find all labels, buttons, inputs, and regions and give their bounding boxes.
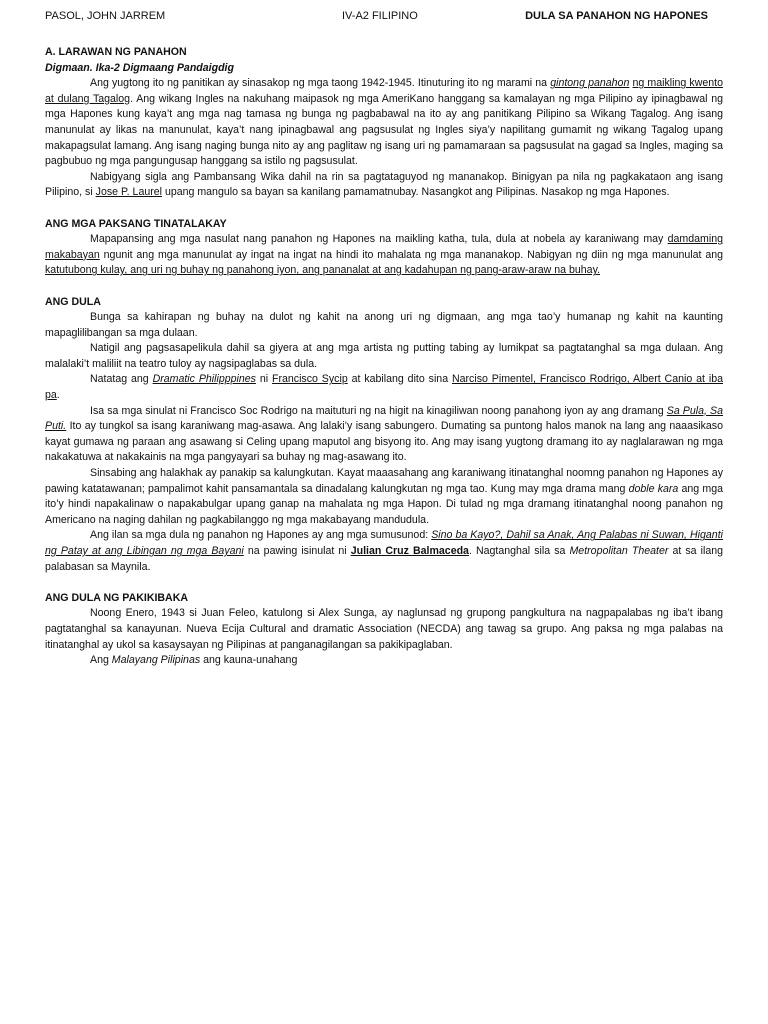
paragraph: Ang yugtong ito ng panitikan ay sinasakop ng mga taong 1942-1945. Itinuturing ito ng marami na gintong panahon ng maikling kwento at dulang Tagalog. Ang wikang Ingles na nakuhang maipasok ng mga AmeriKano hanggang sa kamalayan ng mga Pilipino ay ipinagbawal ng mga Hapones kung kaya’t ang mga nag tamasa ng bunga ng pagbabawal na ito ay ang panitikang Pilipino sa Wikang Tagalog. Ang isang manunulat ay likas na manunulat, kaya’t nang ipinagbawal ang pagsusulat ng Ingles siya’y napilitang gumamit ng wikang Tagalog upang makapagsulat lamang. Ang isang naging bunga nito ay ang paglitaw ng isang uri ng pamamaraan sa pagsusulat na gagad sa Ingles, maging sa pagbubuo ng mga pangungusap hanggang sa istilo ng pagsusulat.: [45, 77, 723, 168]
paragraph: Nabigyang sigla ang Pambansang Wika dahil na rin sa pagtataguyod ng mananakop. Binigyan pa nila ng pagkakataon ang isang Pilipino, si Jose P. Laurel upang mangulo sa bayan sa kanilang pamamatnubay. Nasangkot ang Pilipinas. Nasakop ng mga Hapones.: [45, 170, 723, 199]
paragraph: Bunga sa kahirapan ng buhay na dulot ng kahit na anong uri ng digmaan, ang mga tao’y humanap ng kahit na kaunting mapaglilibangan sa mga dulaan.: [45, 311, 723, 339]
heading-larawan: A. LARAWAN NG PANAHON: [45, 46, 187, 58]
paragraph: Ang ilan sa mga dula ng panahon ng Hapones ay ang mga sumusunod: Sino ba Kayo?, Dahil sa Anak, Ang Palabas ni Suwan, Higanti ng Patay at ang Libingan ng mga Bayani na pawing isinulat ni Julian Cruz Balmaceda. Nagtanghal sila sa Metropolitan Theater at sa ilang palabasan sa Maynila.: [45, 529, 724, 573]
header-section: IV-A2 FILIPINO: [342, 10, 418, 22]
heading-dula: ANG DULA: [45, 295, 101, 308]
heading-paksa: ANG MGA PAKSANG TINATALAKAY: [45, 217, 227, 230]
paragraph: Natigil ang pagsasapelikula dahil sa giyera at ang mga artista ng putting tabing ay lumikpat sa pagtatanghal sa mga dulaan. Ang malalaki’t maliliit na teatro tuloy ay nagsipaglabas sa dula.: [45, 342, 723, 370]
paragraph: Mapapansing ang mga nasulat nang panahon ng Hapones na maikling katha, tula, dula at nobela ay karaniwang may damdaming makabayan ngunit ang mga manunulat ay ingat na ingat na hindi ito mahalata ng mga mananakop. Nabigyan ng diin ng mga manunulat ang katutubong kulay, ang uri ng buhay ng panahong iyon, ang pananalat at ang kadahupan ng pang-araw-araw na buhay.: [45, 233, 723, 277]
paragraph: Noong Enero, 1943 si Juan Feleo, katulong si Alex Sunga, ay naglunsad ng grupong pangkultura na nagpapalabas ng iba’t ibang pagtatanghal sa kanayunan. Nueva Ecija Cultural and dramatic Association (NECDA) ang tawag sa grupo. Ang paksa ng mga palabas na itinatanghal ay ukol sa kasaysayan ng Pilipinas at panganagilangan sa pakikipaglaban.: [45, 607, 723, 651]
page-header: [45, 8, 723, 24]
heading-pakikibaka: ANG DULA NG PAKIKIBAKA: [45, 591, 189, 604]
paragraph: Sinsabing ang halakhak ay panakip sa kalungkutan. Kayat maaasahang ang karaniwang itinatanghal noomng panahon ng Hapones ay pawing katatawanan; pampalimot kahit pansamantala sa dinadalang kalungkutan ng mga tao. Kung may mga drama mang doble kara ang mga ito’y hindi napakalinaw o napakabulgar upang ganap na mahalata ng mga Hapon. Di tulad ng mga dramang itinatanghal noong panahon ng Americano na naging dahilan ng pagkabilanggo ng mga makabayang mandudula.: [45, 467, 723, 526]
header-title: DULA SA PANAHON NG HAPONES: [525, 10, 708, 22]
paragraph: Natatag ang Dramatic Philipppines ni Francisco Sycip at kabilang dito sina Narciso Pimentel, Francisco Rodrigo, Albert Canio at iba pa.: [45, 373, 723, 402]
paragraph: Ang Malayang Pilipinas ang kauna-unahang: [90, 654, 298, 667]
paragraph: Isa sa mga sinulat ni Francisco Soc Rodrigo na maituturi ng na higit na kinagiliwan noong panahong iyon ay ang dramang Sa Pula, Sa Puti. Ito ay tungkol sa isang karaniwang mag-asawa. Ang lalaki’y isang sabungero. Dumating sa puntong halos manok na lang ang naaasikaso kayat gumawa ng paraan ang asawang si Celing upang maputol ang bisyong ito. Ang may isang yugtong dramang ito ay naglalarawan ng mga nakakatuwa at nakakainis na mga pangyayari sa buhay ng mag-asawang ito.: [45, 404, 723, 464]
header-author: PASOL, JOHN JARREM: [45, 10, 166, 22]
subheading-digmaan: Digmaan. Ika-2 Digmaang Pandaigdig: [45, 61, 234, 74]
